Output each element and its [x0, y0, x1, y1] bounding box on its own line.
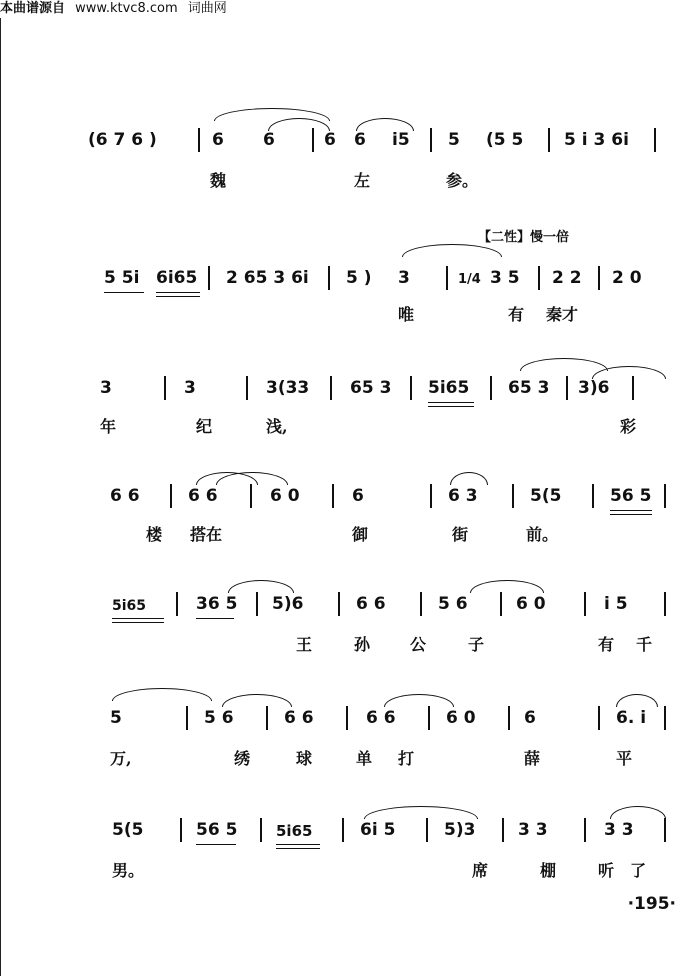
tempo-marking: 【二性】慢一倍: [478, 230, 570, 245]
note: 3: [184, 378, 196, 398]
underline: [196, 618, 234, 619]
lyric: 搭在: [190, 525, 223, 544]
bar-line: [420, 592, 422, 616]
note-group: i 5: [604, 594, 628, 614]
lyric: 有: [598, 635, 615, 654]
bar-line: [508, 706, 510, 730]
lyric: 前。: [526, 525, 559, 544]
slur: [402, 244, 502, 257]
bar-line: [584, 818, 586, 842]
note-group: 5)6: [272, 594, 304, 614]
note-group: 6 6: [284, 708, 314, 728]
underline: [196, 844, 236, 845]
lyric: 单: [356, 749, 373, 768]
bar-line: [598, 706, 600, 730]
lyric: 年: [100, 417, 117, 436]
bar-line: [430, 128, 432, 152]
notation-row-6: [0, 706, 690, 732]
bar-line: [500, 592, 502, 616]
note-group: 3)6: [578, 378, 610, 398]
note-group: (5 5: [486, 130, 524, 150]
note-group: 5i65: [428, 378, 470, 398]
slur: [470, 580, 544, 593]
note-group: 3 3: [518, 820, 548, 840]
lyric: 棚: [540, 861, 557, 880]
lyric: 千: [636, 635, 653, 654]
note: 6: [524, 708, 536, 728]
note-group: 6 6: [356, 594, 386, 614]
note-group: 5 6: [204, 708, 234, 728]
underline: [610, 514, 652, 515]
lyric-row-3: [0, 414, 690, 438]
lyric-row-1: [0, 168, 690, 192]
bar-line: [266, 706, 268, 730]
lyric: 魏: [210, 171, 227, 190]
lyric: 御: [352, 525, 369, 544]
underline: [428, 402, 474, 403]
lyric: 彩: [620, 417, 637, 436]
time-signature: 1/4: [458, 272, 481, 287]
underline: [610, 510, 652, 511]
bar-line: [664, 592, 666, 616]
bar-line: [176, 592, 178, 616]
note-group: 5 i 3 6i: [564, 130, 629, 150]
lyric: 秦才: [546, 305, 579, 324]
lyric-row-4: [0, 522, 690, 546]
underline: [104, 292, 144, 293]
bar-line: [170, 484, 172, 508]
bar-line: [246, 376, 248, 400]
lyric: 楼: [146, 525, 163, 544]
lyric: 孙: [354, 635, 371, 654]
lyric: 席: [472, 861, 489, 880]
note: 6: [324, 130, 336, 150]
bar-line: [538, 266, 540, 290]
bar-line: [186, 706, 188, 730]
source-site-name: 本曲谱源自: [0, 1, 66, 16]
bar-line: [332, 484, 334, 508]
slur: [520, 358, 608, 371]
bar-line: [180, 818, 182, 842]
lyric: 王: [296, 635, 313, 654]
slur: [364, 806, 478, 819]
bar-line: [328, 266, 330, 290]
lyric: 男。: [112, 861, 145, 880]
note: i5: [392, 130, 410, 150]
bar-line: [330, 376, 332, 400]
lyric-row-2: [0, 302, 690, 326]
underline: [112, 622, 164, 623]
note-group: 5i65: [112, 598, 147, 614]
bar-line: [512, 484, 514, 508]
note: 6: [354, 130, 366, 150]
underline: [276, 848, 320, 849]
note-group: 56 5: [196, 820, 238, 840]
note-group: (6 7 6 ): [88, 130, 157, 150]
bar-line: [584, 592, 586, 616]
underline: [156, 292, 200, 293]
slur: [616, 694, 658, 707]
bar-line: [664, 706, 666, 730]
lyric: 绣: [234, 749, 251, 768]
slur: [112, 688, 212, 701]
note-group: 6 6: [366, 708, 396, 728]
lyric: 薛: [524, 749, 541, 768]
note-group: 6. i: [616, 708, 647, 728]
note-group: 2 65 3 6i: [226, 268, 309, 288]
lyric-row-6: [0, 746, 690, 770]
lyric: 纪: [196, 417, 213, 436]
bar-line: [198, 128, 200, 152]
lyric: 街: [452, 525, 469, 544]
slur: [228, 580, 294, 593]
note-group: 3(33: [266, 378, 310, 398]
note-group: 6 3: [448, 486, 478, 506]
lyric-row-5: [0, 632, 690, 656]
notation-row-5: [0, 592, 690, 618]
bar-line: [338, 592, 340, 616]
bar-line: [410, 376, 412, 400]
note: 3: [100, 378, 112, 398]
note-group: 3 3: [604, 820, 634, 840]
bar-line: [312, 128, 314, 152]
note: 6: [352, 486, 364, 506]
note-group: 5(5: [112, 820, 144, 840]
underline: [428, 406, 474, 407]
bar-line: [654, 128, 656, 152]
note-group: 5 ): [346, 268, 372, 288]
note-group: 5 5i: [104, 268, 140, 288]
lyric: 浅,: [266, 417, 288, 436]
notation-row-2: [0, 266, 690, 292]
note-group: 6 6: [110, 486, 140, 506]
lyric: 公: [410, 635, 427, 654]
note-group: 6 0: [516, 594, 546, 614]
source-url[interactable]: www.ktvc8.com: [75, 1, 178, 16]
bar-line: [502, 818, 504, 842]
lyric: 唯: [398, 305, 415, 324]
note-group: 6 0: [270, 486, 300, 506]
lyric: 左: [354, 171, 371, 190]
note: 5: [448, 130, 460, 150]
lyric: 平: [616, 749, 633, 768]
slur: [450, 472, 488, 485]
note-group: 6 6: [188, 486, 218, 506]
note-group: 3 5: [490, 268, 520, 288]
note-group: 36 5: [196, 594, 238, 614]
source-site-suffix: 词曲网: [187, 1, 227, 16]
bar-line: [342, 818, 344, 842]
lyric: 听: [598, 861, 615, 880]
underline: [112, 618, 164, 619]
bar-line: [598, 266, 600, 290]
bar-line: [548, 128, 550, 152]
note-group: 6i65: [156, 268, 198, 288]
bar-line: [446, 266, 448, 290]
slur: [222, 694, 292, 707]
bar-line: [208, 266, 210, 290]
bar-line: [664, 818, 666, 842]
lyric: 参。: [446, 171, 479, 190]
bar-line: [490, 376, 492, 400]
lyric: 有: [508, 305, 525, 324]
underline: [276, 844, 320, 845]
underline: [156, 296, 200, 297]
bar-line: [346, 706, 348, 730]
note: 6: [263, 130, 275, 150]
bar-line: [260, 818, 262, 842]
bar-line: [428, 706, 430, 730]
note-group: 5(5: [530, 486, 562, 506]
note-group: 65 3: [508, 378, 550, 398]
note: 6: [212, 130, 224, 150]
slur: [384, 694, 454, 707]
bar-line: [426, 818, 428, 842]
slur: [610, 806, 666, 819]
notation-row-3: [0, 376, 690, 402]
lyric: 子: [468, 635, 485, 654]
bar-line: [250, 484, 252, 508]
note-group: 5 6: [438, 594, 468, 614]
lyric: 球: [296, 749, 313, 768]
bar-line: [566, 376, 568, 400]
bar-line: [164, 376, 166, 400]
lyric-row-7: [0, 858, 690, 882]
note: 5: [110, 708, 122, 728]
note-group: 2 0: [612, 268, 642, 288]
notation-row-4: [0, 484, 690, 510]
bar-line: [592, 484, 594, 508]
notation-row-1: [0, 128, 690, 154]
bar-line: [632, 376, 634, 400]
lyric: 万,: [110, 749, 132, 768]
bar-line: [664, 484, 666, 508]
note-group: 2 2: [552, 268, 582, 288]
lyric: 了: [630, 861, 647, 880]
note-group: 6i 5: [360, 820, 396, 840]
note-group: 5)3: [444, 820, 476, 840]
note: 3: [398, 268, 410, 288]
note-group: 6 0: [446, 708, 476, 728]
bar-line: [256, 592, 258, 616]
bar-line: [430, 484, 432, 508]
slur: [356, 118, 414, 131]
note-group: 65 3: [350, 378, 392, 398]
note-group: 5i65: [276, 822, 313, 840]
notation-row-7: [0, 818, 690, 844]
page-number: ·195·: [627, 894, 676, 914]
note-group: 56 5: [610, 486, 652, 506]
lyric: 打: [398, 749, 415, 768]
